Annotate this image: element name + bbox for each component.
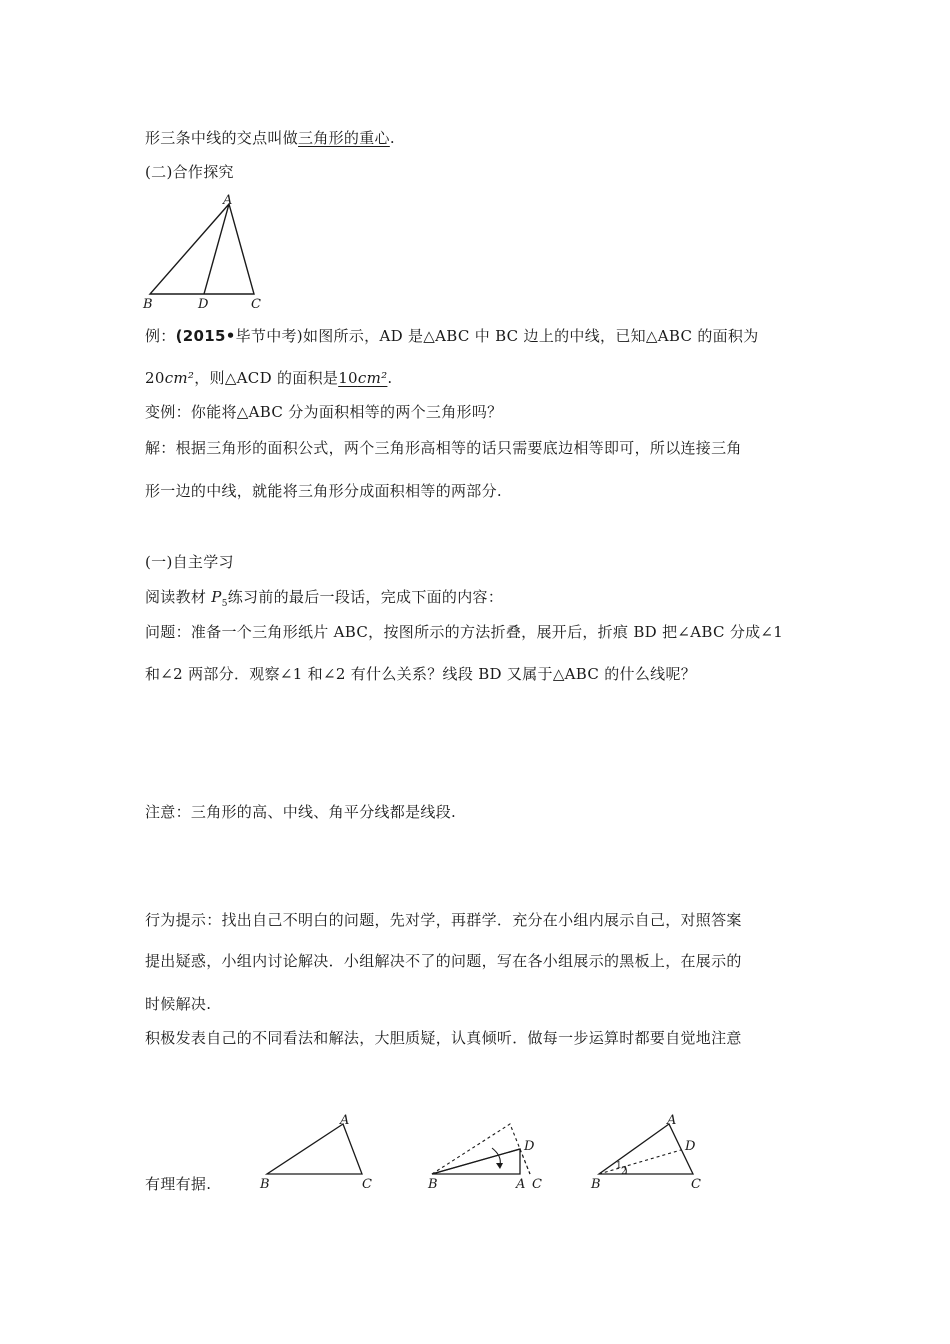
reading-page: P (211, 588, 222, 606)
hint-line-5: 有理有据. (145, 1175, 212, 1193)
triangle-abc-median-figure (140, 192, 270, 312)
centroid-suffix: . (389, 129, 395, 147)
hint-line-4: 积极发表自己的不同看法和解法，大胆质疑，认真倾听．做每一步运算时都要自觉地注意 (145, 1029, 742, 1047)
question-line-2: 和∠2 两部分．观察∠1 和∠2 有什么关系？线段 BD 又属于△ABC 的什么线呢？ (145, 665, 697, 683)
fold-arrow-head (496, 1163, 503, 1169)
reading-instruction (145, 587, 503, 614)
example-suffix: . (387, 369, 393, 387)
fig3-label-c: C (691, 1177, 701, 1192)
reading-page-number: 5 (221, 599, 228, 609)
dashed-original-triangle (432, 1124, 530, 1174)
fold-figure-folding (420, 1110, 560, 1195)
fig3-label-d: D (685, 1139, 696, 1154)
solution-line-1: 解：根据三角形的面积公式，两个三角形高相等的话只需要底边相等即可，所以连接三角 (145, 439, 742, 457)
example-line-2 (145, 368, 393, 388)
fold-figure-unfolded (585, 1108, 715, 1196)
example-answer-num: 10 (338, 369, 358, 387)
fig2-label-d: D (524, 1139, 535, 1154)
fig3-label-a: A (667, 1113, 677, 1128)
triangle-abc-unfolded (599, 1124, 693, 1174)
triangle-outline (150, 204, 254, 294)
example-line-1 (145, 326, 759, 346)
example-mid: ，则△ACD 的面积是 (194, 369, 339, 387)
fig3-angle-1: 1 (616, 1161, 622, 1171)
fig1-label-c: C (362, 1177, 372, 1192)
example-unit: cm² (164, 369, 195, 387)
example-answer-unit: cm² (357, 369, 388, 387)
example-prefix: 例： (145, 327, 176, 345)
fold-figure-original-triangle (255, 1110, 385, 1195)
label-c: C (251, 297, 261, 312)
label-b: B (143, 297, 153, 312)
centroid-answer: 三角形的重心 (298, 129, 390, 147)
fig2-label-a: A (516, 1177, 526, 1192)
reading-suffix: 练习前的最后一段话，完成下面的内容： (227, 588, 504, 606)
centroid-definition-line (145, 128, 395, 148)
fig2-label-c: C (532, 1177, 542, 1192)
hint-line-2: 提出疑惑，小组内讨论解决．小组解决不了的问题，写在各小组展示的黑板上，在展示的 (145, 952, 742, 970)
hint-line-3: 时候解决. (145, 995, 212, 1013)
example-area: 20 (145, 369, 165, 387)
section-self-heading: (一)自主学习 (145, 553, 234, 571)
section-cooperate-heading: (二)合作探究 (145, 163, 234, 181)
fig1-label-b: B (260, 1177, 270, 1192)
solution-line-2: 形一边的中线，就能将三角形分成面积相等的两部分. (145, 482, 502, 500)
fig3-label-b: B (591, 1177, 601, 1192)
crease-bd (432, 1149, 520, 1174)
note-text: 注意：三角形的高、中线、角平分线都是线段. (145, 803, 457, 821)
reading-prefix: 阅读教材 (145, 588, 212, 606)
label-d: D (198, 297, 209, 312)
fig3-angle-2: 2 (621, 1167, 627, 1177)
example-source-rest: 毕节中考)如图所示，AD 是△ABC 中 BC 边上的中线，已知△ABC 的面积为 (235, 327, 759, 345)
example-source: (2015• (175, 327, 236, 345)
label-a: A (223, 193, 233, 208)
variant-question: 变例：你能将△ABC 分为面积相等的两个三角形吗？ (145, 403, 503, 421)
triangle-abc (267, 1124, 362, 1174)
centroid-prefix: 形三条中线的交点叫做 (145, 129, 299, 147)
question-line-1: 问题：准备一个三角形纸片 ABC，按图所示的方法折叠，展开后，折痕 BD 把∠ABC 分成∠1 (145, 623, 784, 641)
fig2-label-b: B (428, 1177, 438, 1192)
fig1-label-a: A (340, 1113, 350, 1128)
crease-bd-dashed (599, 1150, 681, 1174)
hint-line-1: 行为提示：找出自己不明白的问题，先对学，再群学．充分在小组内展示自己，对照答案 (145, 911, 742, 929)
example-answer (338, 369, 387, 387)
